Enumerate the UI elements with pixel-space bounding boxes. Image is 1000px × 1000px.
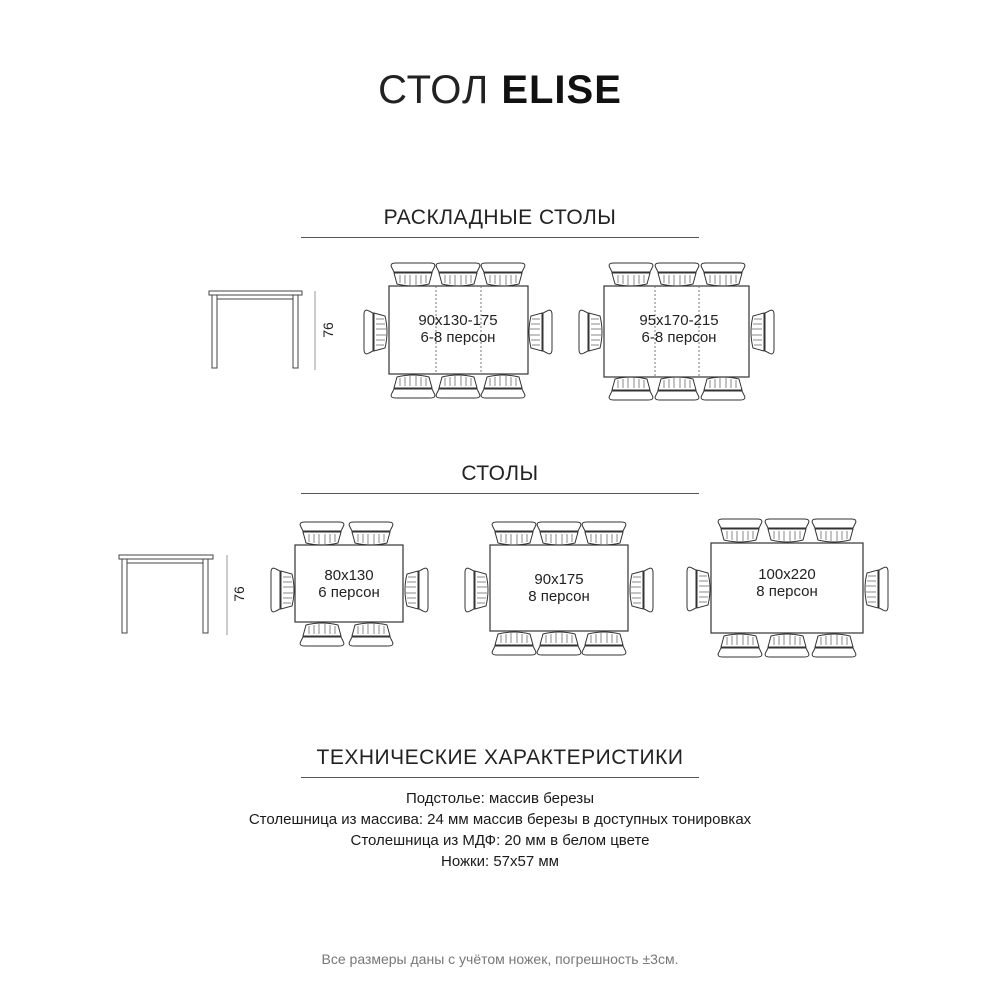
title-prefix: СТОЛ <box>378 68 490 112</box>
section-title-fixed: СТОЛЫ <box>461 462 539 485</box>
table-size-label: 80х130 <box>324 567 374 584</box>
spec-line: Ножки: 57х57 мм <box>441 853 559 870</box>
side-view-extendable <box>209 291 336 370</box>
table-size-label: 90х130-175 <box>418 312 498 329</box>
table-capacity-label: 8 персон <box>756 583 818 600</box>
footnote: Все размеры даны с учётом ножек, погрешность ±3см. <box>321 951 679 967</box>
table-size-label: 100х220 <box>758 566 816 583</box>
side-height-label: 76 <box>320 322 336 338</box>
side-view-fixed <box>119 555 247 635</box>
spec-line: Подстолье: массив березы <box>406 790 594 807</box>
title-model: ELISE <box>501 68 622 112</box>
table-plan-fixed-2 <box>465 522 653 655</box>
table-size-label: 95х170-215 <box>639 312 719 329</box>
table-capacity-label: 6-8 персон <box>641 329 717 346</box>
table-size-label: 90х175 <box>534 571 584 588</box>
spec-line: Столешница из МДФ: 20 мм в белом цвете <box>350 832 650 849</box>
table-plan-extendable-1 <box>364 263 552 398</box>
spec-line: Столешница из массива: 24 мм массив березы в доступных тонировках <box>248 811 752 828</box>
table-plan-fixed-3 <box>687 519 888 657</box>
section-title-extendable: РАСКЛАДНЫЕ СТОЛЫ <box>383 206 617 229</box>
table-plan-fixed-1 <box>271 522 428 646</box>
table-capacity-label: 8 персон <box>528 588 590 605</box>
table-capacity-label: 6-8 персон <box>420 329 496 346</box>
side-height-label: 76 <box>231 586 247 602</box>
section-title-specs: ТЕХНИЧЕСКИЕ ХАРАКТЕРИСТИКИ <box>316 746 684 769</box>
table-plan-extendable-2 <box>579 263 774 400</box>
table-capacity-label: 6 персон <box>318 584 380 601</box>
specs-list <box>0 788 1000 872</box>
